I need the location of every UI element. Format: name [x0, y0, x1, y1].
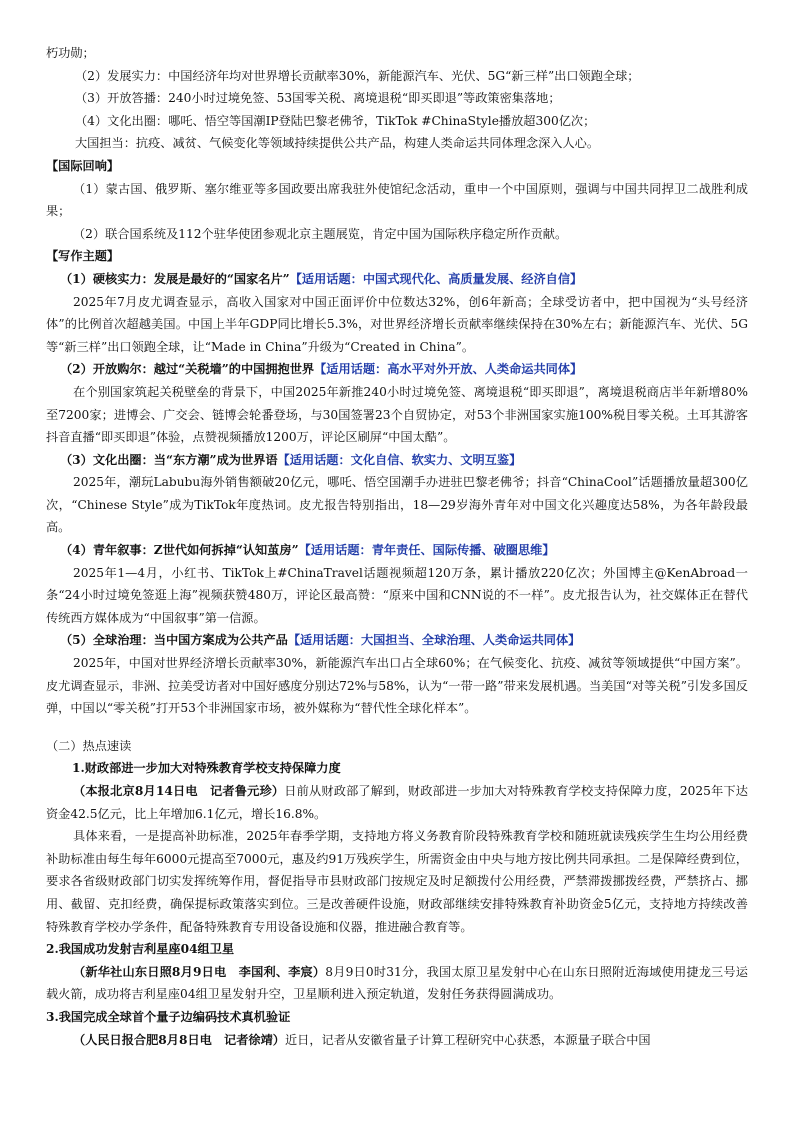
news-text: 8月9日0时31分，我国太原卫星发射中心在山东日照附近海域使用捷龙三号运载火箭，成功将吉利星座04组卫星发射升空，卫星顺利进入预定轨道，发射任务获得圆满成功。: [46, 964, 748, 1002]
section-heading-hot: （二）热点速读: [46, 738, 132, 753]
achievement-item: 大国担当：抗疫、减贫、气候变化等领域持续提供公共产品，构建人类命运共同体理念深入人心。: [75, 136, 600, 151]
news-body: [46, 961, 748, 1006]
topic-body: 2025年7月皮尤调查显示，高收入国家对中国正面评价中位数达32%，创6年新高；全球受访者中，把中国视为“头号经济体”的比例首次超越美国。中国上半年GDP同比增长5.3%，对世界经济增长贡献率继续保持在30%左右；新能源汽车、光伏、5G等“新三样”出口领跑全球，让“Made in China”升级为“Created in China”。: [46, 294, 748, 354]
news-title: 2.我国成功发射吉利星座04组卫星: [46, 942, 235, 957]
news-item: [46, 938, 748, 1006]
topic-heading: [46, 358, 748, 381]
section-heading-response: 【国际回响】: [46, 158, 120, 173]
topic-tag: 【适用话题：中国式现代化、高质量发展、经济自信】: [289, 271, 583, 286]
topic-lead: （3）文化出圈：当“东方潮”成为世界语: [60, 452, 278, 467]
topic-body: 2025年，中国对世界经济增长贡献率30%，新能源汽车出口占全球60%；在气候变化、抗疫、减贫等领域提供“中国方案”。皮尤调查显示，非洲、拉美受访者对中国好感度分别达72%与58%，认为“一带一路”带来发展机遇。当美国“对等关税”引发多国反弹，中国以“零关税”打开53个非洲国家市场，被外媒称为“替代性全球化样本”。: [46, 656, 748, 716]
writing-topic: [46, 268, 748, 358]
continued-line: 朽功勋；: [46, 46, 95, 60]
topic-lead: （1）硬核实力：发展是最好的“国家名片”: [60, 271, 290, 286]
topic-tag: 【适用话题：大国担当、全球治理、人类命运共同体】: [287, 633, 581, 648]
topic-lead: （5）全球治理：当中国方案成为公共产品: [60, 633, 288, 648]
topic-lead: （2）开放购尔：越过“关税墙”的中国拥抱世界: [60, 362, 315, 377]
news-body: [46, 780, 748, 825]
topic-heading: [46, 268, 748, 291]
achievement-item: （4）文化出圈：哪吒、悟空等国潮IP登陆巴黎老佛爷，TikTok #ChinaStyle播放超300亿次；: [75, 113, 596, 128]
section-heading-writing: 【写作主题】: [46, 249, 120, 264]
news-text: 日前从财政部了解到，财政部进一步加大对特殊教育学校支持保障力度，2025年下达资金42.5亿元，比上年增加6.1亿元，增长16.8%。: [46, 784, 748, 821]
topic-body: 2025年1—4月，小红书、TikTok上#ChinaTravel话题视频超120万条，累计播放220亿次；外国博主@KenAbroad一条“24小时过境免签逛上海”视频获赞480万，评论区最高赞：“原来中国和CNN说的不一样”。皮尤报告认为，社交媒体正在替代传统西方媒体成为“中国叙事”第一信源。: [46, 565, 748, 625]
news-text: 近日，记者从安徽省量子计算工程研究中心获悉，本源量子联合中国: [284, 1032, 651, 1047]
news-body: [46, 1029, 748, 1052]
news-paragraph: 具体来看，一是提高补助标准，2025年春季学期，支持地方将义务教育阶段特殊教育学校和随班就读残疾学生生均公用经费补助标准由每生每年6000元提高至7000元，惠及约91万残疾学生，所需资金由中央与地方按比例共同承担。二是保障经费到位，要求各省级财政部门切实发挥统筹作用，督促指导市县财政部门按规定及时足额拨付公用经费，严禁滞拨挪拨经费，严禁挤占、挪用、截留、克扣经费，确保提标政策落实到位。三是改善硬件设施，财政部继续安排特殊教育补助资金5亿元，支持地方持续改善特殊教育学校办学条件，配备特殊教育专用设备设施和仪器，推进融合教育等。: [46, 829, 748, 934]
topic-tag: 【适用话题：文化自信、软实力、文明互鉴】: [277, 452, 522, 467]
news-item: [46, 757, 748, 938]
response-item: （2）联合国系统及112个驻华使团参观北京主题展览，肯定中国为国际秩序稳定所作贡献。: [73, 226, 568, 241]
topic-heading: [46, 449, 748, 472]
topic-tag: 【适用话题：青年责任、国际传播、破圈思维】: [298, 543, 555, 558]
topic-heading: [46, 629, 748, 652]
topic-body: 在个别国家筑起关税壁垒的背景下，中国2025年新推240小时过境免签、离境退税“即买即退”，离境退税商店半年新增80%至7200家；进博会、广交会、链博会轮番登场，与30国签署23个自贸协定，对53个非洲国家实施100%税目零关税。土耳其游客抖音直播“即买即退”体验，点赞视频播放1200万，评论区刷屏“中国太酷”。: [46, 384, 748, 445]
achievement-item: （2）发展实力：中国经济年均对世界增长贡献率30%，新能源汽车、光伏、5G“新三样”出口领跑全球；: [75, 68, 640, 83]
news-title: 3.我国完成全球首个量子边编码技术真机验证: [46, 1009, 291, 1024]
writing-topic: [46, 449, 748, 539]
writing-topic: [46, 539, 748, 629]
news-item: [46, 1006, 748, 1051]
topic-tag: 【适用话题：高水平对外开放、人类命运共同体】: [314, 362, 583, 377]
news-source: （人民日报合肥8月8日电 记者徐靖）: [73, 1032, 285, 1047]
news-title: 1.财政部进一步加大对特殊教育学校支持保障力度: [72, 761, 341, 776]
news-source: （新华社山东日照8月9日电 李国利、李宸）: [73, 964, 326, 979]
response-item: （1）蒙古国、俄罗斯、塞尔维亚等多国政要出席我驻外使馆纪念活动，重申一个中国原则，强调与中国共同捍卫二战胜利成果；: [46, 181, 748, 219]
writing-topic: [46, 629, 748, 719]
writing-topic: [46, 358, 748, 448]
news-source: （本报北京8月14日电 记者鲁元珍）: [73, 784, 285, 798]
topic-lead: （4）青年叙事：Z世代如何拆掉“认知茧房”: [60, 543, 299, 558]
topic-heading: [46, 539, 748, 562]
achievement-item: （3）开放答播：240小时过境免签、53国零关税、离境退税“即买即退”等政策密集落地；: [75, 91, 561, 106]
topic-body: 2025年，潮玩Labubu海外销售额破20亿元，哪吒、悟空国潮手办进驻巴黎老佛爷；抖音“ChinaCool”话题播放量超300亿次，“Chinese Style”成为TikTok年度热词。皮尤报告特别指出，18—29岁海外青年对中国文化兴趣度达58%，为各年龄段最高。: [46, 475, 748, 535]
